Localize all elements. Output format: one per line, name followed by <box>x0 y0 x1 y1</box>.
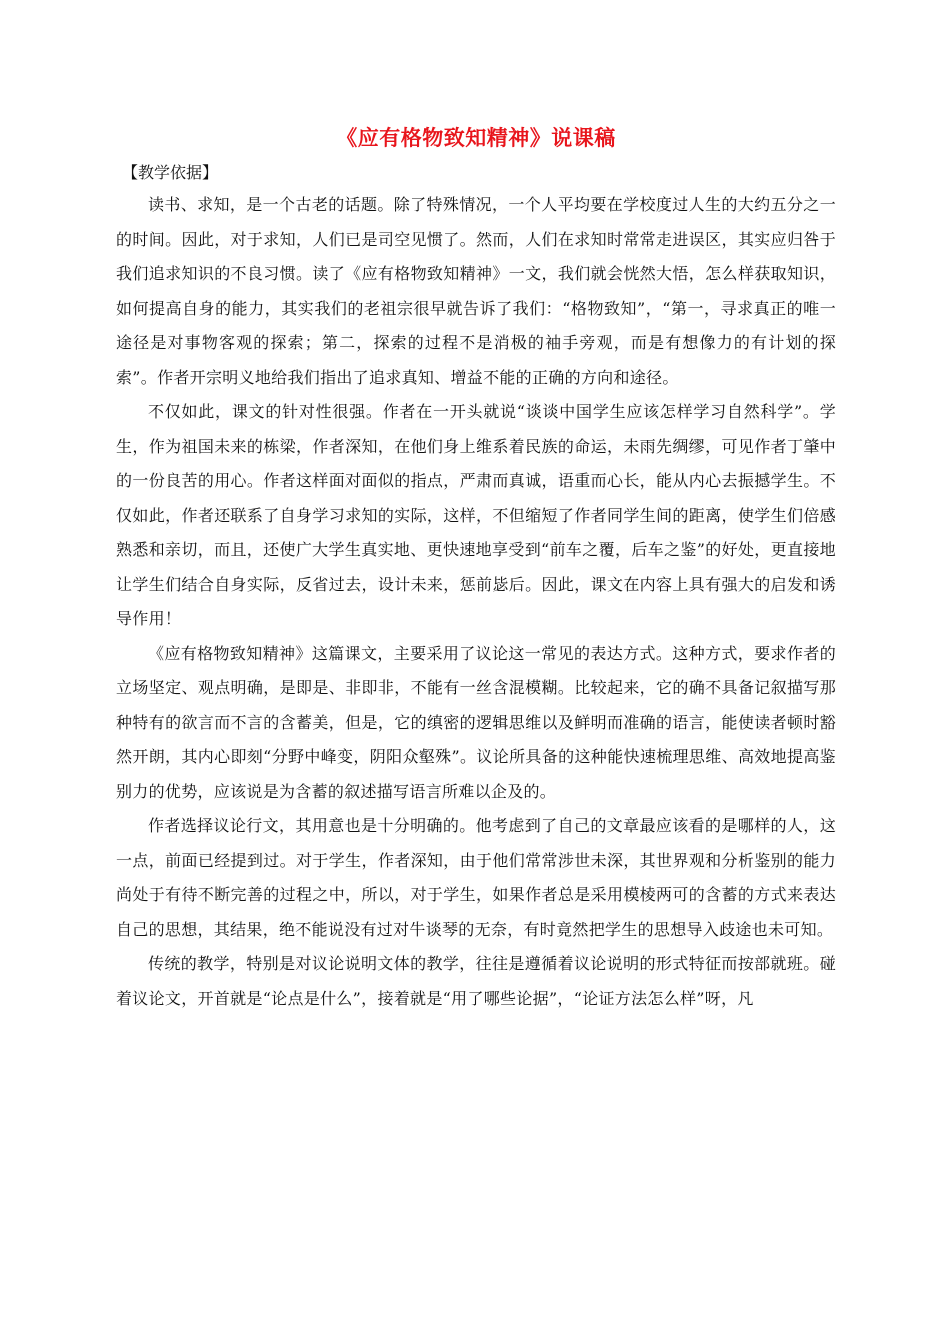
paragraph-2: 不仅如此，课文的针对性很强。作者在一开头就说“谈谈中国学生应该怎样学习自然科学”。学生，作为祖国未来的栋梁，作者深知，在他们身上维系着民族的命运，未雨先绸缪，可见作者丁肇中的一份良苦的用心。作者这样面对面似的指点，严肃而真诚，语重而心长，能从内心去振撼学生。不仅如此，作者还联系了自身学习求知的实际，这样，不但缩短了作者同学生间的距离，使学生们倍感熟悉和亲切，而且，还使广大学生真实地、更快速地享受到“前车之覆，后车之鉴”的好处，更直接地让学生们结合自身实际，反省过去，设计未来，惩前毖后。因此，课文在内容上具有强大的启发和诱导作用！ <box>116 402 836 628</box>
paragraph-5: 传统的教学，特别是对议论说明文体的教学，往往是遵循着议论说明的形式特征而按部就班。碰着议论文，开首就是“论点是什么”，接着就是“用了哪些论据”，“论证方法怎么样”呀，凡 <box>116 954 836 1008</box>
document-title: 《应有格物致知精神》说课稿 <box>336 125 616 150</box>
document-page <box>116 118 836 1016</box>
paragraph-1: 读书、求知，是一个古老的话题。除了特殊情况，一个人平均要在学校度过人生的大约五分之一的时间。因此，对于求知，人们已是司空见惯了。然而，人们在求知时常常走进误区，其实应归咎于我们追求知识的不良习惯。读了《应有格物致知精神》一文，我们就会恍然大悟，怎么样获取知识，如何提高自身的能力，其实我们的老祖宗很早就告诉了我们：“格物致知”，“第一，寻求真正的唯一途径是对事物客观的探索；第二，探索的过程不是消极的袖手旁观，而是有想像力的有计划的探索”。作者开宗明义地给我们指出了追求真知、增益不能的正确的方向和途径。 <box>116 195 836 387</box>
section-heading: 【教学依据】 <box>122 163 219 182</box>
paragraph-4: 作者选择议论行文，其用意也是十分明确的。他考虑到了自己的文章最应该看的是哪样的人，这一点，前面已经提到过。对于学生，作者深知，由于他们常常涉世未深，其世界观和分析鉴别的能力尚处于有待不断完善的过程之中，所以，对于学生，如果作者总是采用模棱两可的含蓄的方式来表达自己的思想，其结果，绝不能说没有过对牛谈琴的无奈，有时竟然把学生的思想导入歧途也未可知。 <box>116 816 836 939</box>
paragraph-3: 《应有格物致知精神》这篇课文，主要采用了议论这一常见的表达方式。这种方式，要求作者的立场坚定、观点明确，是即是、非即非，不能有一丝含混模糊。比较起来，它的确不具备记叙描写那种特有的欲言而不言的含蓄美，但是，它的缜密的逻辑思维以及鲜明而准确的语言，能使读者顿时豁然开朗，其内心即刻“分野中峰变，阴阳众壑殊”。议论所具备的这种能快速梳理思维、高效地提高鉴别力的优势，应该说是为含蓄的叙述描写语言所难以企及的。 <box>116 643 836 801</box>
